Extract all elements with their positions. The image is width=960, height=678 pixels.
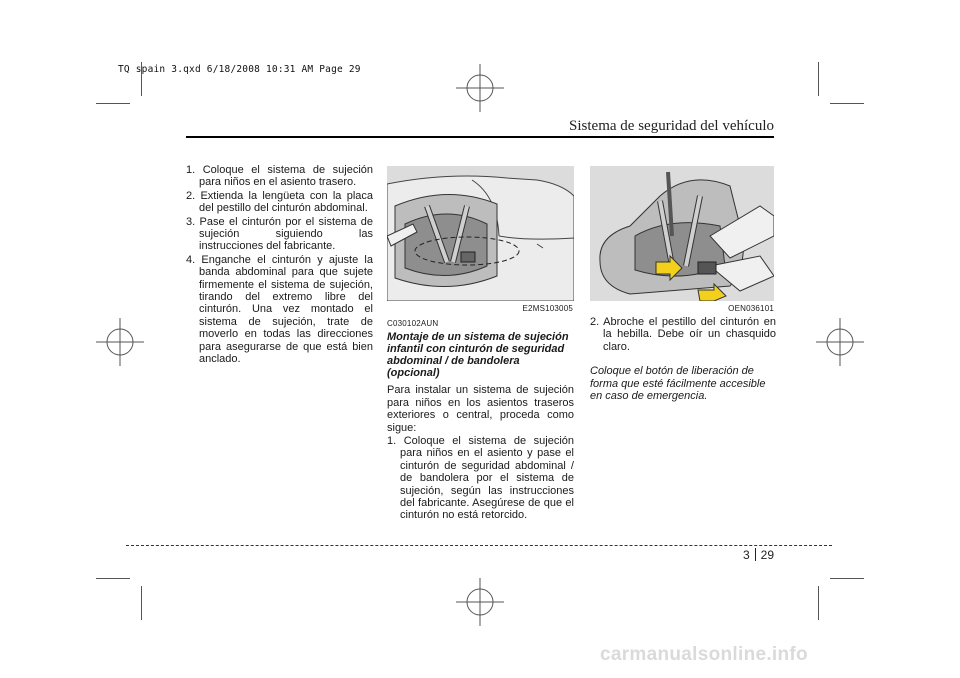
intro-paragraph: Para instalar un sistema de sujeción para niños en los asientos traseros exteriores o central, proceda como sigue: (387, 384, 574, 434)
watermark: carmanualsonline.info (600, 644, 808, 665)
child-seat-illustration (387, 166, 574, 301)
step-item: 4. Enganche el cinturón y ajuste la banda abdominal para que sujete firmemente el sistema de sujeción, tirando del extremo libre del cinturón. Una vez montado el sistema de sujeción, trate de moverlo en todas las direcciones para asegurarse de que está bien anclado. (186, 253, 373, 366)
column-1 (186, 164, 373, 367)
registration-mark-top (456, 64, 504, 112)
page-separator (755, 548, 756, 561)
page-number (743, 548, 774, 562)
figure-seat-belt-routing (387, 166, 574, 301)
column-3 (590, 316, 776, 402)
footer-rule (126, 545, 832, 546)
buckle-illustration (590, 166, 774, 301)
step-item: 3. Pase el cinturón por el sistema de sujeción siguiendo las instrucciones del fabricante. (186, 215, 373, 253)
chapter-number: 3 (742, 548, 750, 562)
header-rule (186, 136, 774, 138)
registration-mark-bottom (456, 578, 504, 626)
column-2 (387, 318, 574, 523)
subheading: Montaje de un sistema de sujeción infantil con cinturón de seguridad abdominal / de bandolera (opcional) (387, 331, 569, 380)
install-steps-list (186, 164, 373, 366)
section-title: Sistema de seguridad del vehículo (569, 118, 774, 134)
registration-mark-left (96, 318, 144, 366)
step-item: 2. Extienda la lengüeta con la placa del pestillo del cinturón abdominal. (186, 189, 373, 215)
page-number-value: 29 (760, 548, 774, 562)
lap-shoulder-steps-list (387, 435, 574, 522)
figure-1-code: E2MS103005 (522, 304, 573, 313)
registration-mark-right (816, 318, 864, 366)
figure-buckle-latch (590, 166, 774, 301)
caution-note: Coloque el botón de liberación de forma que esté fácilmente accesible en caso de emergencia. (590, 365, 766, 403)
section-code: C030102AUN (387, 319, 439, 328)
step-item: 1. Coloque el sistema de sujeción para niños en el asiento y pase el cinturón de seguridad abdominal / de bandolera por el sistema de sujeción, según las instrucciones del fabricante. Asegúrese de que el cinturón no está retorcido. (387, 435, 574, 522)
figure-2-code: OEN036101 (728, 304, 774, 313)
latch-steps-list (590, 316, 776, 353)
print-slug: TQ spain 3.qxd 6/18/2008 10:31 AM Page 29 (118, 64, 361, 75)
step-item: 1. Coloque el sistema de sujeción para niños en el asiento trasero. (186, 164, 373, 189)
step-item: 2. Abroche el pestillo del cinturón en la hebilla. Debe oír un chasquido claro. (590, 316, 776, 353)
